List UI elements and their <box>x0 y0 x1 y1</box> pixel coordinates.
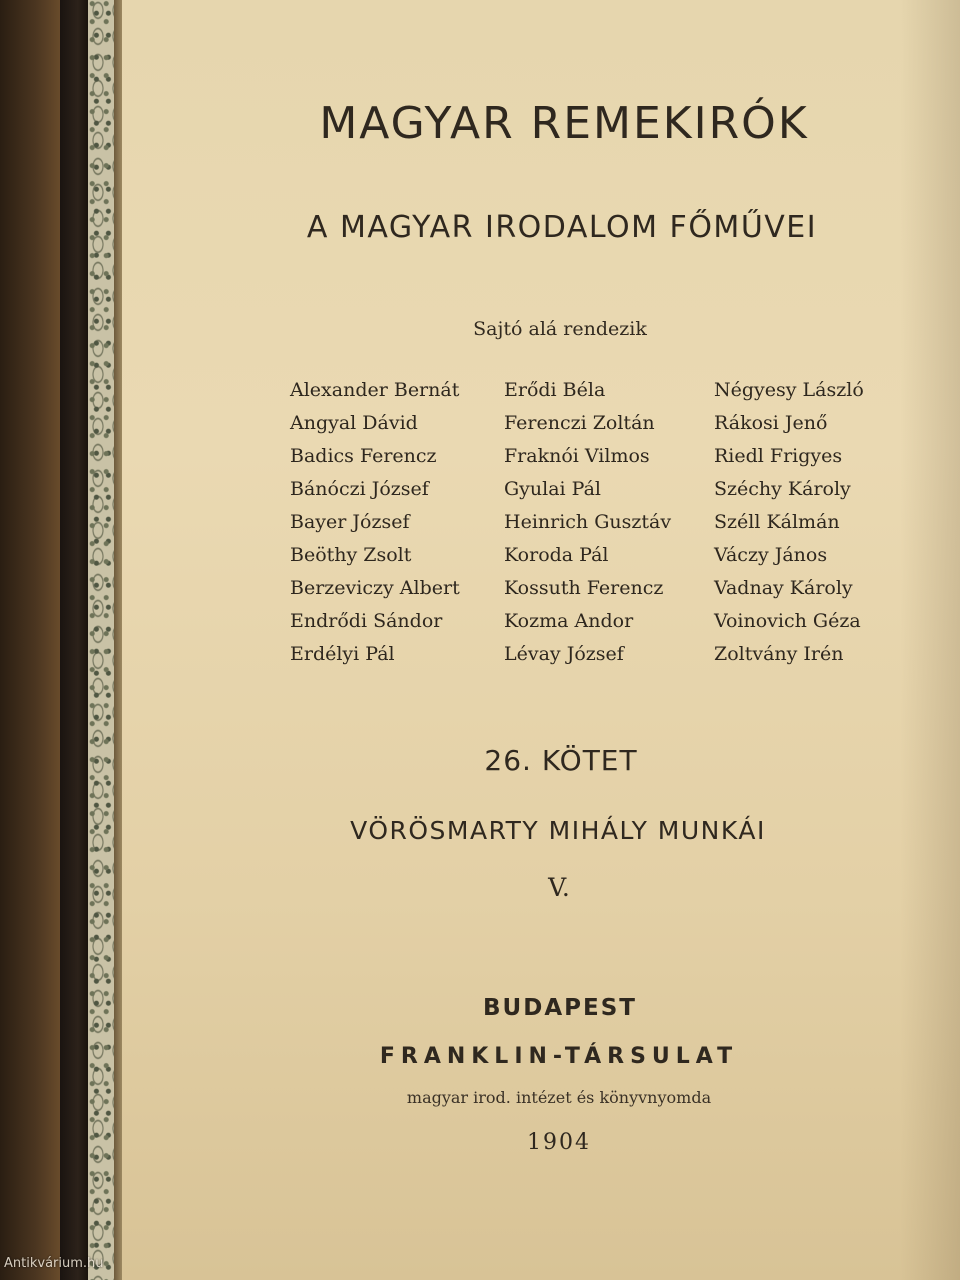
title-page <box>122 0 960 1280</box>
editor-name: Heinrich Gusztáv <box>504 511 672 533</box>
editor-name: Széll Kálmán <box>714 511 840 533</box>
editor-name: Kozma Andor <box>504 610 634 632</box>
editor-name: Zoltvány Irén <box>714 643 844 665</box>
editor-name: Riedl Frigyes <box>714 445 843 467</box>
marbled-endpaper <box>88 0 116 1280</box>
editor-name: Angyal Dávid <box>290 412 418 434</box>
editors-list <box>290 374 890 671</box>
editors-column-3 <box>714 374 890 671</box>
editor-name: Erdélyi Pál <box>290 643 395 665</box>
volume-number: 26. KÖTET <box>484 744 638 777</box>
editor-name: Ferenczi Zoltán <box>504 412 655 434</box>
publication-year: 1904 <box>527 1130 591 1155</box>
editor-name: Fraknói Vilmos <box>504 445 650 467</box>
editor-name: Lévay József <box>504 643 624 665</box>
editor-name: Endrődi Sándor <box>290 610 443 632</box>
editor-name: Koroda Pál <box>504 544 609 566</box>
editor-name: Voinovich Géza <box>714 610 861 632</box>
editors-label: Sajtó alá rendezik <box>473 318 647 340</box>
work-title: VÖRÖSMARTY MIHÁLY MUNKÁI <box>350 816 766 845</box>
editor-name: Vadnay Károly <box>714 577 853 599</box>
editor-name: Alexander Bernát <box>290 379 460 401</box>
series-subtitle: A MAGYAR IRODALOM FŐMŰVEI <box>306 210 818 245</box>
watermark: Antikvárium.hu <box>4 1256 104 1271</box>
editor-name: Berzeviczy Albert <box>290 577 460 599</box>
publisher-description: magyar irod. intézet és könyvnyomda <box>406 1088 712 1107</box>
editor-name: Négyesy László <box>714 379 864 401</box>
editors-column-2 <box>504 374 714 671</box>
series-title: MAGYAR REMEKIRÓK <box>319 98 809 149</box>
editor-name: Bayer József <box>290 511 410 533</box>
editor-name: Kossuth Ferencz <box>504 577 664 599</box>
editors-column-1 <box>290 374 504 671</box>
editor-name: Váczy János <box>714 544 828 566</box>
editor-name: Rákosi Jenő <box>714 412 828 434</box>
editor-name: Erődi Béla <box>504 379 606 401</box>
editor-name: Széchy Károly <box>714 478 851 500</box>
editor-name: Gyulai Pál <box>504 478 602 500</box>
editor-name: Beöthy Zsolt <box>290 544 412 566</box>
part-number: V. <box>548 873 570 902</box>
editor-name: Bánóczi József <box>290 478 429 500</box>
publisher-name: FRANKLIN-TÁRSULAT <box>379 1044 739 1069</box>
publication-city: BUDAPEST <box>483 995 637 1021</box>
editor-name: Badics Ferencz <box>290 445 437 467</box>
book-board-edge <box>60 0 90 1280</box>
